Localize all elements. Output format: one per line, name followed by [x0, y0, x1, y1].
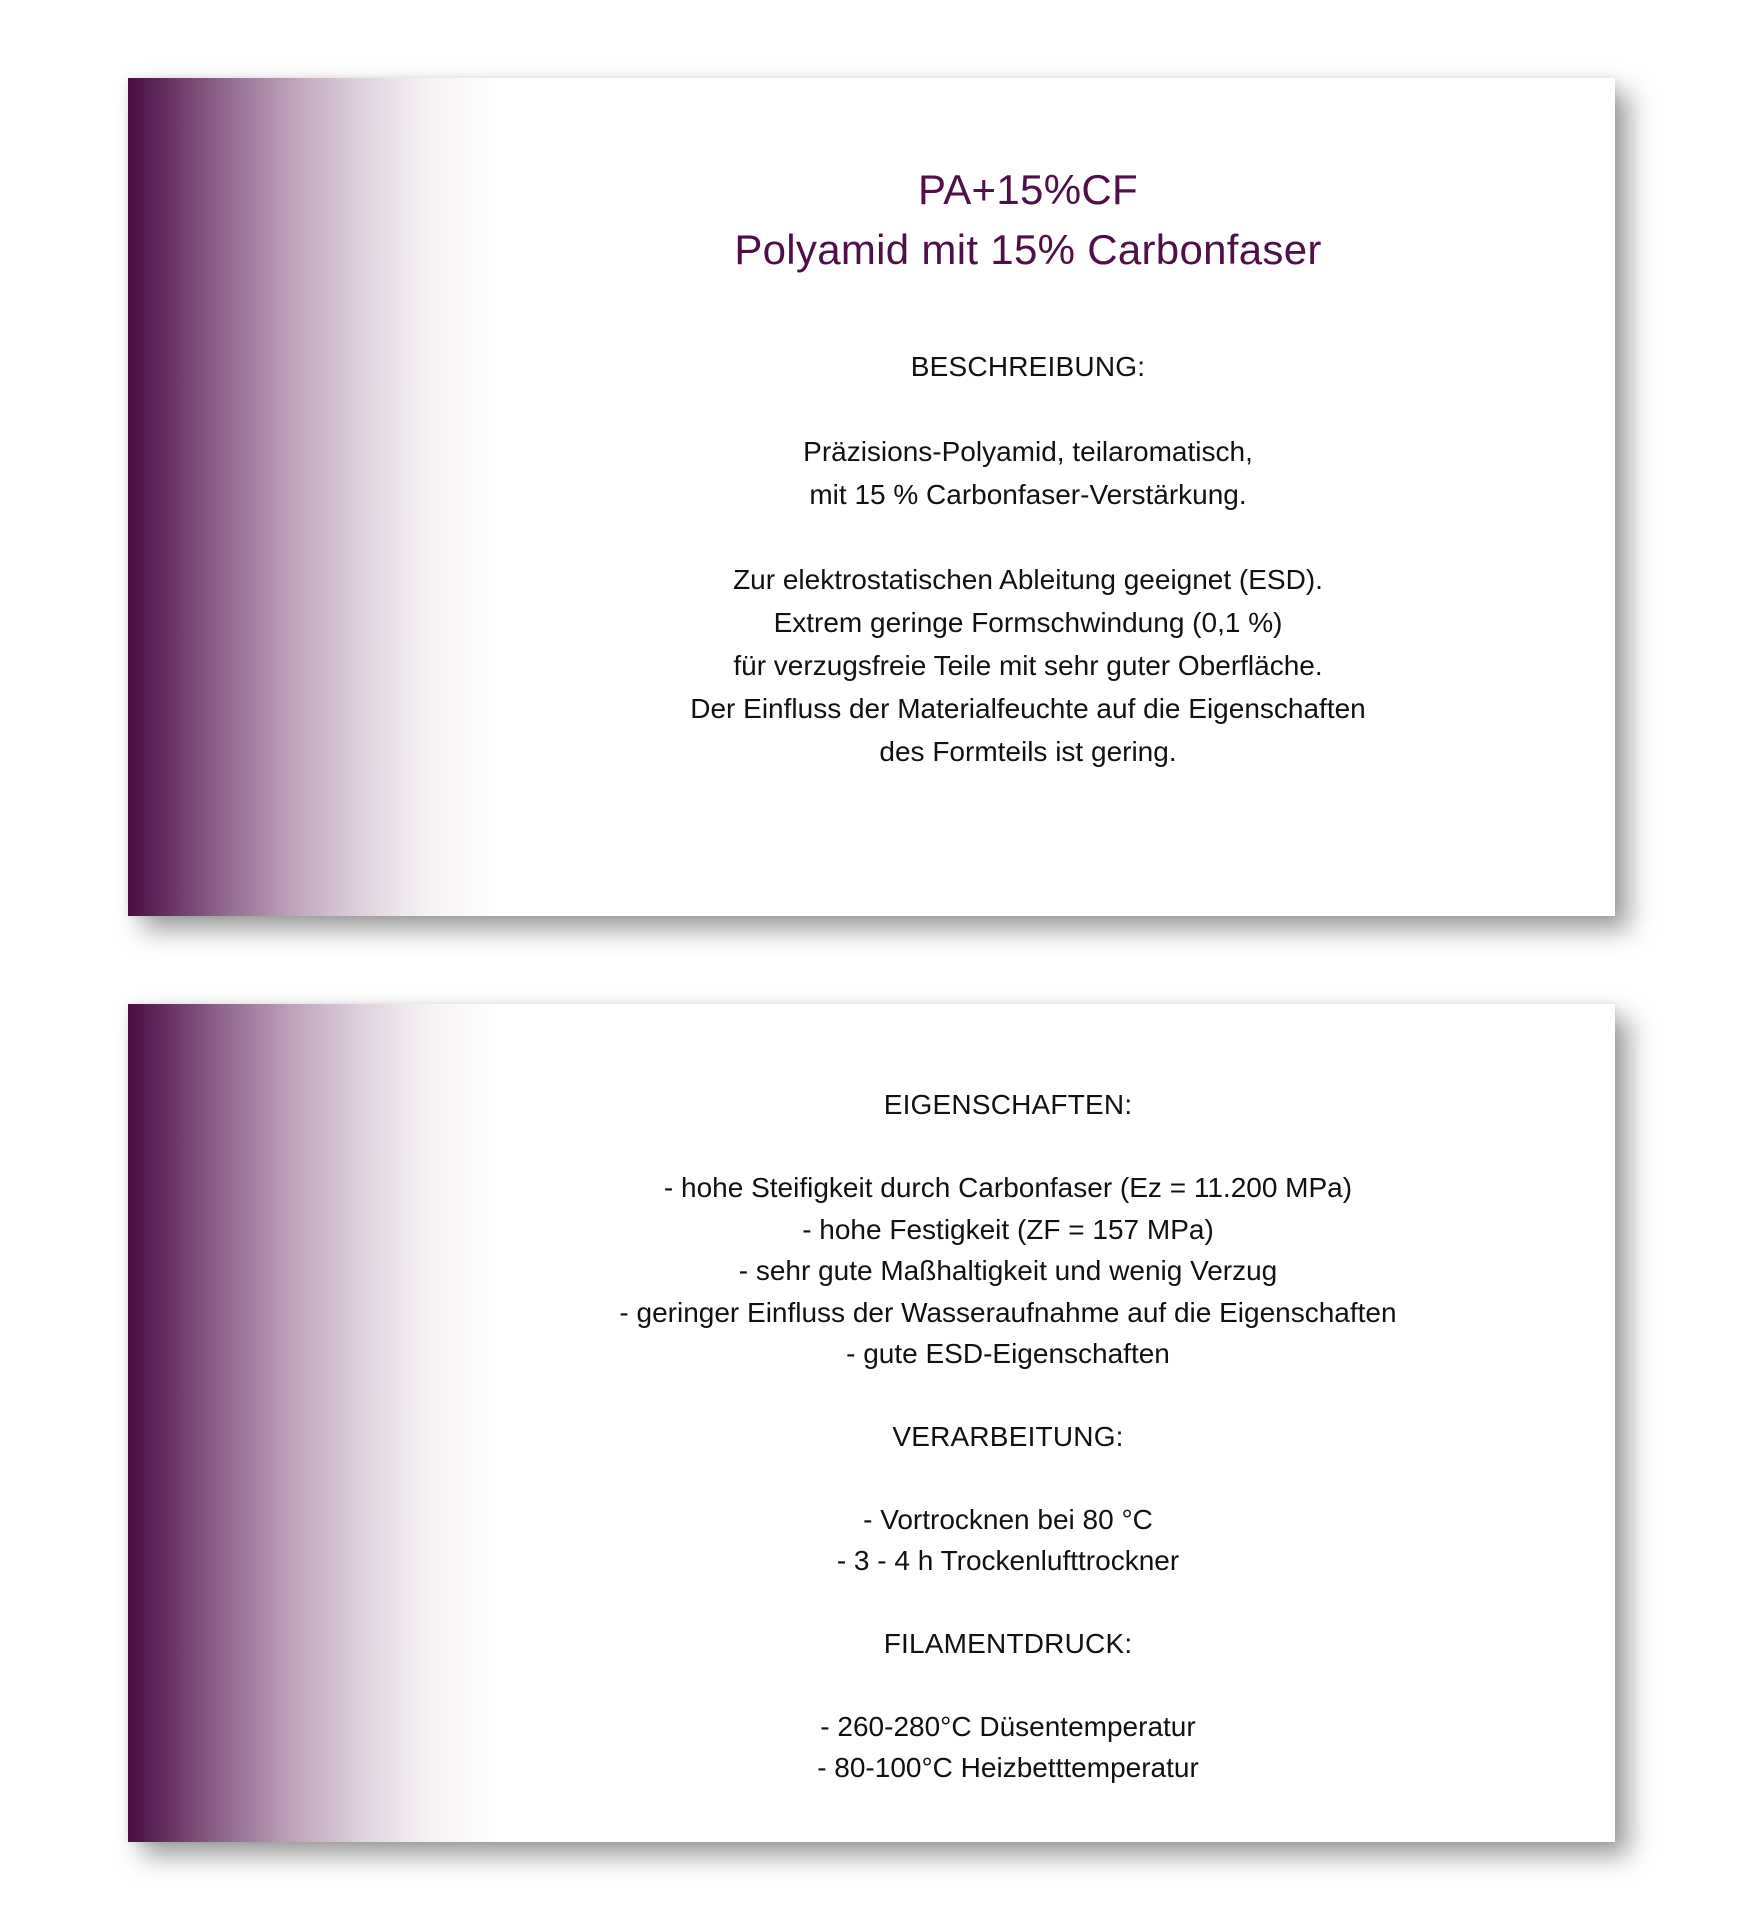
description-heading: BESCHREIBUNG: — [910, 351, 1146, 382]
property-item: - hohe Festigkeit (ZF = 157 MPa) — [802, 1213, 1214, 1245]
property-item: - geringer Einfluss der Wasseraufnahme auf die Eigenschaften — [619, 1296, 1397, 1328]
printing-heading: FILAMENTDRUCK: — [883, 1627, 1133, 1659]
description-section — [508, 346, 1548, 773]
printing-item: - 260-280°C Düsentemperatur — [820, 1710, 1196, 1742]
product-code: PA+15%CF — [918, 166, 1138, 213]
description-line: für verzugsfreie Teile mit sehr guter Oberfläche. — [733, 650, 1323, 681]
description-line: Präzisions-Polyamid, teilaromatisch, — [803, 436, 1253, 467]
properties-heading: EIGENSCHAFTEN: — [883, 1089, 1133, 1120]
description-line: Extrem geringe Formschwindung (0,1 %) — [773, 607, 1283, 638]
description-card — [128, 78, 1615, 916]
property-item: - sehr gute Maßhaltigkeit und wenig Verzug — [738, 1255, 1278, 1286]
processing-item: - Vortrocknen bei 80 °C — [863, 1503, 1153, 1535]
product-name: Polyamid mit 15% Carbonfaser — [734, 226, 1322, 273]
processing-item: - 3 - 4 h Trockenlufttrockner — [836, 1545, 1180, 1576]
processing-heading: VERARBEITUNG: — [892, 1420, 1124, 1452]
product-title — [508, 160, 1548, 280]
description-line: des Formteils ist gering. — [879, 736, 1177, 767]
description-line: Der Einfluss der Materialfeuchte auf die Eigenschaften — [690, 693, 1366, 724]
property-item: - hohe Steifigkeit durch Carbonfaser (Ez = 11.200 MPa) — [663, 1172, 1353, 1203]
printing-item: - 80-100°C Heizbetttemperatur — [817, 1752, 1199, 1783]
property-item: - gute ESD-Eigenschaften — [846, 1338, 1170, 1369]
properties-card — [128, 1004, 1615, 1842]
description-line: mit 15 % Carbonfaser-Verstärkung. — [809, 479, 1247, 510]
description-line: Zur elektrostatischen Ableitung geeignet (ESD). — [733, 564, 1323, 595]
properties-section — [488, 1084, 1528, 1789]
